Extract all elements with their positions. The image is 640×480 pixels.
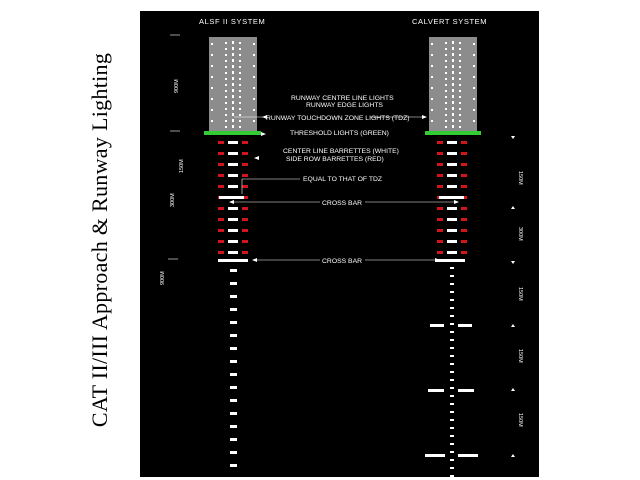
- runway-edge-light: [473, 109, 475, 111]
- centre-barrette-white: [447, 141, 457, 144]
- label-equal-tdz: EQUAL TO THAT OF TDZ: [303, 176, 383, 183]
- side-row-barrette-red: [242, 152, 248, 155]
- runway-edge-light: [253, 98, 255, 100]
- runway-tdz-light: [445, 126, 447, 128]
- runway-tdz-light: [239, 66, 241, 68]
- side-row-barrette-red: [437, 141, 443, 144]
- runway-tdz-light: [445, 96, 447, 98]
- side-row-barrette-red: [242, 174, 248, 177]
- centre-barrette-white: [230, 334, 237, 337]
- centre-barrette-white: [230, 386, 237, 389]
- runway-tdz-light: [445, 120, 447, 122]
- runway-edge-light: [253, 65, 255, 67]
- calvert-title: CALVERT SYSTEM: [412, 17, 488, 26]
- runway-edge-light: [431, 87, 433, 89]
- runway-tdz-light: [445, 108, 447, 110]
- runway-tdz-light: [445, 90, 447, 92]
- centre-barrette-white: [228, 251, 238, 254]
- runway-tdz-light: [239, 48, 241, 50]
- dim-right-150m-d: 150M: [517, 413, 523, 427]
- centre-barrette-white: [230, 347, 237, 350]
- runway-tdz-light: [239, 96, 241, 98]
- side-row-barrette-red: [437, 185, 443, 188]
- centre-light-white: [450, 387, 454, 389]
- runway-edge-light: [211, 98, 213, 100]
- runway-centre-light: [452, 83, 454, 86]
- page-title: CAT II/III Approach & Runway Lighting: [87, 52, 112, 428]
- dim-right-150m: 150M: [517, 171, 523, 185]
- side-row-barrette-red: [437, 207, 443, 210]
- runway-edge-light: [431, 120, 433, 122]
- runway-edge-light: [473, 120, 475, 122]
- side-row-barrette-red: [461, 218, 467, 221]
- runway-edge-light: [431, 109, 433, 111]
- centre-light-white: [450, 291, 454, 293]
- side-row-barrette-red: [218, 141, 224, 144]
- label-threshold: THRESHOLD LIGHTS (GREEN): [290, 130, 389, 137]
- side-row-barrette-red: [218, 163, 224, 166]
- side-row-barrette-red: [218, 240, 224, 243]
- runway-tdz-light: [445, 84, 447, 86]
- runway-centre-light: [232, 125, 234, 128]
- dim-right-300m: 300M: [517, 227, 523, 241]
- centre-barrette-white: [447, 251, 457, 254]
- runway-centre-light: [232, 119, 234, 122]
- side-row-barrette-red: [242, 207, 248, 210]
- runway-edge-light: [253, 43, 255, 45]
- runway-tdz-light: [225, 54, 227, 56]
- dim-left-150m: 150M: [179, 159, 185, 173]
- centre-barrette-white: [228, 141, 238, 144]
- runway-edge-light: [211, 120, 213, 122]
- alsf-ii-title: ALSF II SYSTEM: [199, 17, 266, 26]
- label-centerline-barrettes: CENTER LINE BARRETTES (WHITE): [283, 148, 399, 155]
- centre-light-white: [450, 331, 454, 333]
- runway-tdz-light: [239, 78, 241, 80]
- side-row-barrette-red: [242, 163, 248, 166]
- centre-light-white: [450, 443, 454, 445]
- runway-tdz-light: [225, 108, 227, 110]
- label-cross-bar-2: CROSS BAR: [322, 258, 363, 265]
- side-row-barrette-red: [242, 185, 248, 188]
- runway-edge-light: [211, 43, 213, 45]
- centre-barrette-white: [230, 451, 237, 454]
- centre-light-white: [450, 307, 454, 309]
- runway-edge-light: [211, 87, 213, 89]
- centre-light-white: [450, 403, 454, 405]
- centre-light-white: [450, 395, 454, 397]
- centre-barrette-white: [447, 207, 457, 210]
- runway-tdz-light: [445, 78, 447, 80]
- centre-light-white: [450, 275, 454, 277]
- dim-left-300m: 300M: [170, 193, 176, 207]
- side-row-barrette-red: [437, 218, 443, 221]
- runway-tdz-light: [225, 84, 227, 86]
- side-row-barrette-red: [437, 240, 443, 243]
- runway-tdz-light: [445, 102, 447, 104]
- side-row-barrette-red: [437, 251, 443, 254]
- runway-centre-light: [452, 77, 454, 80]
- centre-barrette-white: [228, 218, 238, 221]
- calvert-bar-2-right: [458, 389, 474, 392]
- side-row-barrette-red: [242, 141, 248, 144]
- runway-edge-light: [253, 76, 255, 78]
- diagram-background: [140, 11, 539, 477]
- centre-light-white: [450, 427, 454, 429]
- side-row-barrette-red: [218, 174, 224, 177]
- centre-light-white: [450, 315, 454, 317]
- runway-tdz-light: [459, 90, 461, 92]
- centre-barrette-white: [230, 373, 237, 376]
- runway-tdz-light: [225, 42, 227, 44]
- centre-barrette-white: [230, 308, 237, 311]
- threshold-bar-left: [204, 131, 261, 135]
- label-cross-bar-1: CROSS BAR: [322, 200, 363, 207]
- centre-barrette-white: [230, 425, 237, 428]
- centre-light-white: [450, 475, 454, 477]
- centre-barrette-white: [230, 321, 237, 324]
- runway-edge-light: [211, 65, 213, 67]
- centre-barrette-white: [228, 207, 238, 210]
- runway-tdz-light: [459, 108, 461, 110]
- label-edge-lights: RUNWAY EDGE LIGHTS: [306, 102, 383, 109]
- runway-tdz-light: [459, 114, 461, 116]
- runway-tdz-light: [459, 120, 461, 122]
- runway-tdz-light: [239, 90, 241, 92]
- runway-tdz-light: [459, 126, 461, 128]
- centre-light-white: [450, 411, 454, 413]
- runway-edge-light: [253, 87, 255, 89]
- centre-barrette-white: [230, 282, 237, 285]
- side-row-barrette-red: [242, 251, 248, 254]
- cross-bar-left-main: [218, 259, 248, 262]
- centre-barrette-white: [447, 163, 457, 166]
- runway-centre-light: [452, 95, 454, 98]
- runway-tdz-light: [459, 72, 461, 74]
- side-row-barrette-red: [242, 229, 248, 232]
- runway-tdz-light: [445, 66, 447, 68]
- runway-tdz-light: [239, 54, 241, 56]
- dim-right-150m-b: 150M: [517, 287, 523, 301]
- centre-light-white: [450, 347, 454, 349]
- centre-barrette-white: [447, 185, 457, 188]
- cross-bar-right-main: [435, 259, 465, 262]
- runway-centre-light: [452, 59, 454, 62]
- runway-tdz-light: [225, 60, 227, 62]
- runway-edge-light: [253, 109, 255, 111]
- runway-tdz-light: [225, 126, 227, 128]
- runway-centre-light: [452, 71, 454, 74]
- centre-barrette-white: [230, 269, 237, 272]
- calvert-bar-2-left: [428, 389, 444, 392]
- runway-tdz-light: [445, 42, 447, 44]
- label-tdz: RUNWAY TOUCHDOWN ZONE LIGHTS (TDZ): [266, 115, 410, 122]
- dim-right-150m-c: 150M: [517, 349, 523, 363]
- centre-light-white: [450, 435, 454, 437]
- runway-tdz-light: [239, 108, 241, 110]
- runway-centre-light: [232, 71, 234, 74]
- runway-centre-light: [452, 89, 454, 92]
- runway-centre-light: [452, 47, 454, 50]
- runway-tdz-light: [459, 78, 461, 80]
- runway-centre-light: [452, 101, 454, 104]
- cross-bar-right-300m: [439, 196, 464, 199]
- runway-tdz-light: [445, 72, 447, 74]
- side-row-barrette-red: [437, 163, 443, 166]
- runway-centre-light: [232, 101, 234, 104]
- runway-tdz-light: [225, 78, 227, 80]
- runway-centre-light: [232, 107, 234, 110]
- runway-edge-light: [253, 120, 255, 122]
- centre-barrette-white: [230, 438, 237, 441]
- runway-edge-light: [431, 76, 433, 78]
- centre-barrette-white: [228, 240, 238, 243]
- runway-centre-light: [452, 113, 454, 116]
- calvert-bar-3-left: [425, 454, 445, 457]
- runway-centre-light: [232, 83, 234, 86]
- runway-edge-light: [431, 65, 433, 67]
- side-row-barrette-red: [218, 218, 224, 221]
- centre-barrette-white: [447, 229, 457, 232]
- side-row-barrette-red: [461, 152, 467, 155]
- runway-edge-light: [473, 54, 475, 56]
- centre-light-white: [450, 355, 454, 357]
- runway-centre-light: [232, 47, 234, 50]
- side-row-barrette-red: [461, 174, 467, 177]
- runway-centre-light: [232, 59, 234, 62]
- centre-barrette-white: [230, 399, 237, 402]
- centre-light-white: [450, 451, 454, 453]
- runway-centre-light: [452, 125, 454, 128]
- runway-tdz-light: [445, 60, 447, 62]
- runway-tdz-light: [225, 102, 227, 104]
- centre-barrette-white: [228, 185, 238, 188]
- runway-tdz-light: [459, 66, 461, 68]
- centre-barrette-white: [447, 218, 457, 221]
- runway-edge-light: [253, 54, 255, 56]
- runway-tdz-light: [225, 114, 227, 116]
- runway-tdz-light: [445, 48, 447, 50]
- runway-centre-light: [452, 107, 454, 110]
- runway-centre-light: [452, 119, 454, 122]
- runway-tdz-light: [239, 84, 241, 86]
- runway-tdz-light: [225, 96, 227, 98]
- side-row-barrette-red: [242, 240, 248, 243]
- side-row-barrette-red: [437, 229, 443, 232]
- runway-centre-light: [232, 53, 234, 56]
- side-row-barrette-red: [242, 218, 248, 221]
- centre-barrette-white: [447, 174, 457, 177]
- runway-tdz-light: [225, 66, 227, 68]
- dim-left-900m-lower: 900M: [160, 271, 166, 285]
- runway-tdz-light: [445, 114, 447, 116]
- side-row-barrette-red: [218, 229, 224, 232]
- lighting-diagram: [140, 11, 539, 477]
- runway-tdz-light: [225, 90, 227, 92]
- runway-tdz-light: [225, 48, 227, 50]
- runway-centre-light: [232, 65, 234, 68]
- runway-tdz-light: [225, 120, 227, 122]
- side-row-barrette-red: [218, 152, 224, 155]
- calvert-bar-1-right: [458, 324, 472, 327]
- centre-barrette-white: [228, 174, 238, 177]
- calvert-bar-3-right: [458, 454, 478, 457]
- centre-light-white: [450, 323, 454, 325]
- side-row-barrette-red: [461, 163, 467, 166]
- centre-light-white: [450, 299, 454, 301]
- runway-tdz-light: [225, 72, 227, 74]
- runway-edge-light: [473, 98, 475, 100]
- runway-tdz-light: [239, 72, 241, 74]
- side-row-barrette-red: [461, 240, 467, 243]
- centre-light-white: [450, 379, 454, 381]
- runway-tdz-light: [459, 42, 461, 44]
- side-row-barrette-red: [437, 152, 443, 155]
- centre-barrette-white: [228, 152, 238, 155]
- side-row-barrette-red: [218, 207, 224, 210]
- runway-edge-light: [473, 76, 475, 78]
- runway-centre-light: [452, 41, 454, 44]
- centre-barrette-white: [447, 240, 457, 243]
- runway-edge-light: [473, 87, 475, 89]
- side-row-barrette-red: [461, 229, 467, 232]
- runway-edge-light: [473, 43, 475, 45]
- runway-tdz-light: [239, 60, 241, 62]
- centre-barrette-white: [228, 163, 238, 166]
- centre-barrette-white: [230, 412, 237, 415]
- centre-light-white: [450, 459, 454, 461]
- runway-tdz-light: [459, 96, 461, 98]
- runway-tdz-light: [445, 54, 447, 56]
- runway-tdz-light: [239, 114, 241, 116]
- centre-light-white: [450, 467, 454, 469]
- centre-barrette-white: [447, 152, 457, 155]
- runway-edge-light: [211, 54, 213, 56]
- runway-tdz-light: [239, 102, 241, 104]
- centre-light-white: [450, 363, 454, 365]
- runway-centre-light: [452, 65, 454, 68]
- cross-bar-left-300m: [219, 196, 244, 199]
- runway-tdz-light: [239, 120, 241, 122]
- centre-barrette-white: [230, 360, 237, 363]
- runway-centre-light: [232, 41, 234, 44]
- runway-centre-light: [232, 77, 234, 80]
- centre-light-white: [450, 283, 454, 285]
- runway-tdz-light: [459, 84, 461, 86]
- side-row-barrette-red: [437, 174, 443, 177]
- runway-edge-light: [431, 43, 433, 45]
- runway-tdz-light: [459, 60, 461, 62]
- runway-tdz-light: [459, 54, 461, 56]
- centre-barrette-white: [230, 295, 237, 298]
- label-centre-line: RUNWAY CENTRE LINE LIGHTS: [291, 95, 394, 102]
- centre-light-white: [450, 267, 454, 269]
- threshold-bar-right: [425, 131, 481, 135]
- runway-centre-light: [232, 89, 234, 92]
- side-row-barrette-red: [218, 251, 224, 254]
- dim-left-900m: 900M: [174, 79, 180, 93]
- side-row-barrette-red: [461, 207, 467, 210]
- centre-light-white: [450, 419, 454, 421]
- runway-edge-light: [431, 54, 433, 56]
- side-row-barrette-red: [218, 185, 224, 188]
- runway-edge-light: [211, 109, 213, 111]
- runway-centre-light: [232, 95, 234, 98]
- runway-centre-light: [232, 113, 234, 116]
- runway-tdz-light: [459, 48, 461, 50]
- runway-tdz-light: [239, 126, 241, 128]
- centre-light-white: [450, 339, 454, 341]
- label-side-row: SIDE ROW BARRETTES (RED): [286, 156, 384, 163]
- calvert-bar-1-left: [430, 324, 444, 327]
- runway-edge-light: [431, 98, 433, 100]
- runway-edge-light: [211, 76, 213, 78]
- centre-barrette-white: [228, 229, 238, 232]
- runway-centre-light: [452, 53, 454, 56]
- runway-tdz-light: [459, 102, 461, 104]
- side-row-barrette-red: [461, 185, 467, 188]
- side-row-barrette-red: [461, 251, 467, 254]
- centre-light-white: [450, 371, 454, 373]
- side-row-barrette-red: [461, 141, 467, 144]
- runway-edge-light: [473, 65, 475, 67]
- centre-barrette-white: [230, 464, 237, 467]
- runway-tdz-light: [239, 42, 241, 44]
